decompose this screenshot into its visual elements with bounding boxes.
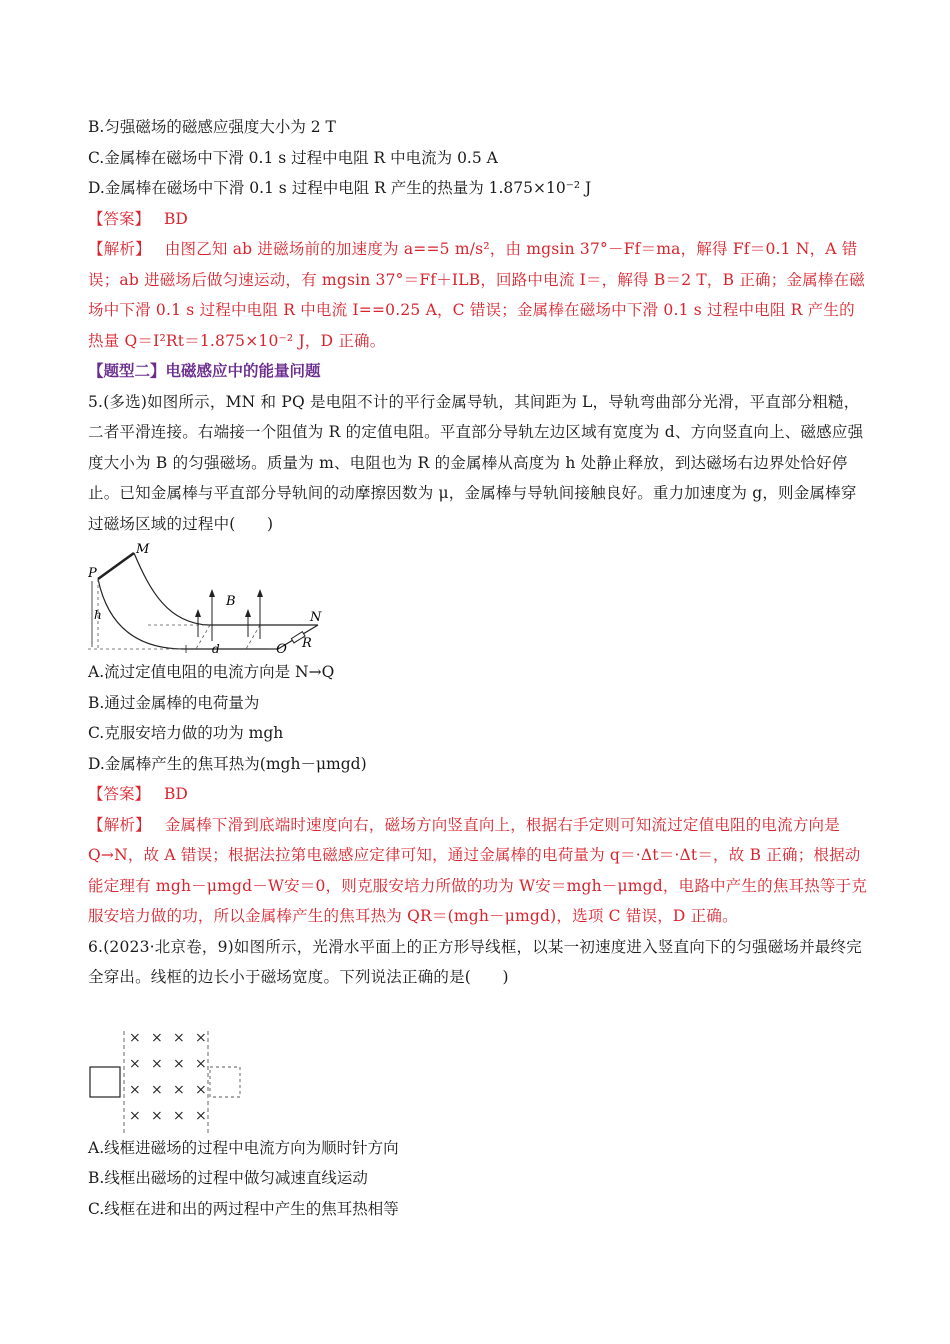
field-cross-mark: × (173, 1055, 185, 1072)
field-cross-mark: × (151, 1107, 163, 1124)
rail-diagram (88, 541, 348, 653)
label-b: B (226, 594, 236, 609)
q6-option-b: B.线框出磁场的过程中做匀减速直线运动 (88, 1169, 368, 1187)
section-title: 【题型二】电磁感应中的能量问题 (88, 361, 321, 380)
q5-answer (88, 779, 868, 810)
analysis-tag: 【解析】 (88, 240, 151, 258)
q5-option-d: D.金属棒产生的焦耳热为(mgh－μmgd) (88, 754, 367, 773)
label-q: Q (276, 642, 287, 653)
answer-tag: 【答案】 (88, 785, 151, 803)
label-p: P (88, 566, 97, 581)
q5-stem: 5.(多选)如图所示，MN 和 PQ 是电阻不计的平行金属导轨，其间距为 L，导轨弯曲部分光滑，平直部分粗糙，二者平滑连接。右端接一个阻值为 R 的定值电阻。平直部分导轨左边区域有宽度为 d、方向竖直向上、磁感应强度大小为 B 的匀强磁场。质量为 m、电阻也为 R 的金属棒从高度为 h 处静止释放，到达磁场右边界处恰好停止。已知金属棒与平直部分导轨间的动摩擦因数为 μ，金属棒与导轨间接触良好。重力加速度为 g，则金属棒穿过磁场区域的过程中( ) (88, 392, 864, 533)
analysis-text: 由图乙知 ab 进磁场前的加速度为 a==5 m/s²，由 mgsin 37°－Ff＝ma，解得 Ff＝0.1 N，A 错误；ab 进磁场后做匀速运动，有 mgsin 37°＝Ff＋ILB，回路中电流 I＝，解得 B＝2 T，B 正确；金属棒在磁场中下滑 0.1 s 过程中电阻 R 中电流 I==0.25 A，C 错误；金属棒在磁场中下滑 0.1 s 过程中电阻 R 产生的热量 Q＝I²Rt＝1.875×10⁻² J，D 正确。 (88, 240, 865, 350)
answer-value: BD (164, 209, 188, 228)
field-cross-mark: × (129, 1081, 141, 1098)
label-d: d (212, 642, 220, 653)
field-crosses (129, 1030, 207, 1124)
q5-analysis (88, 810, 868, 932)
rail-pq-curve (98, 579, 184, 649)
q4-answer (88, 204, 868, 235)
q4-option-b: B.匀强磁场的磁感应强度大小为 2 T (88, 118, 336, 136)
label-h: h (94, 608, 102, 622)
field-cross-mark: × (129, 1107, 141, 1124)
q6-option-a: A.线框进磁场的过程中电流方向为顺时针方向 (88, 1138, 399, 1157)
rail-figure (88, 541, 868, 653)
metal-bar (98, 553, 134, 579)
analysis-text: 金属棒下滑到底端时速度向右，磁场方向竖直向上，根据右手定则可知流过定值电阻的电流方向是 Q→N，故 A 错误；根据法拉第电磁感应定律可知，通过金属棒的电荷量为 q＝·Δt＝·Δt＝，故 B 正确；根据动能定理有 mgh－μmgd－W安＝0，则克服安培力所做的功为 W安＝mgh－μmgd，电路中产生的焦耳热等于克服安培力做的功，所以金属棒产生的焦耳热为 QR＝(mgh－μmgd)，选项 C 错误，D 正确。 (88, 815, 868, 925)
analysis-tag: 【解析】 (88, 815, 151, 834)
document-page (88, 112, 868, 1224)
field-cross-mark: × (195, 1107, 207, 1124)
label-m: M (136, 542, 150, 557)
label-r: R (302, 636, 312, 651)
answer-tag: 【答案】 (88, 209, 151, 228)
field-cross-mark: × (151, 1055, 163, 1072)
field-cross-mark: × (195, 1081, 207, 1098)
field-cross-mark: × (173, 1029, 185, 1046)
wire-frame-ghost (210, 1067, 240, 1097)
field-cross-mark: × (151, 1029, 163, 1046)
field-cross-mark: × (173, 1081, 185, 1098)
label-n: N (310, 610, 322, 625)
q4-option-c: C.金属棒在磁场中下滑 0.1 s 过程中电阻 R 中电流为 0.5 A (88, 148, 498, 167)
q5-option-a: A.流过定值电阻的电流方向是 N→Q (88, 663, 335, 681)
q4-option-d: D.金属棒在磁场中下滑 0.1 s 过程中电阻 R 产生的热量为 1.875×10⁻² J (88, 179, 592, 197)
field-cross-mark: × (151, 1081, 163, 1098)
field-cross-mark: × (129, 1055, 141, 1072)
q5-option-c: C.克服安培力做的功为 mgh (88, 724, 284, 742)
field-cross-mark: × (195, 1029, 207, 1046)
field-cross-mark: × (195, 1055, 207, 1072)
field-diagram (88, 993, 288, 1133)
magnetic-field-figure (88, 993, 868, 1133)
field-cross-mark: × (173, 1107, 185, 1124)
wire-frame (90, 1067, 120, 1097)
field-cross-mark: × (129, 1029, 141, 1046)
q6-stem: 6.(2023·北京卷，9)如图所示，光滑水平面上的正方形导线框，以某一初速度进入竖直向下的匀强磁场并最终完全穿出。线框的边长小于磁场宽度。下列说法正确的是( ) (88, 937, 862, 986)
q6-option-c: C.线框在进和出的两过程中产生的焦耳热相等 (88, 1199, 399, 1218)
q4-analysis (88, 234, 868, 356)
q5-option-b: B.通过金属棒的电荷量为 (88, 693, 260, 712)
answer-value: BD (164, 785, 188, 803)
